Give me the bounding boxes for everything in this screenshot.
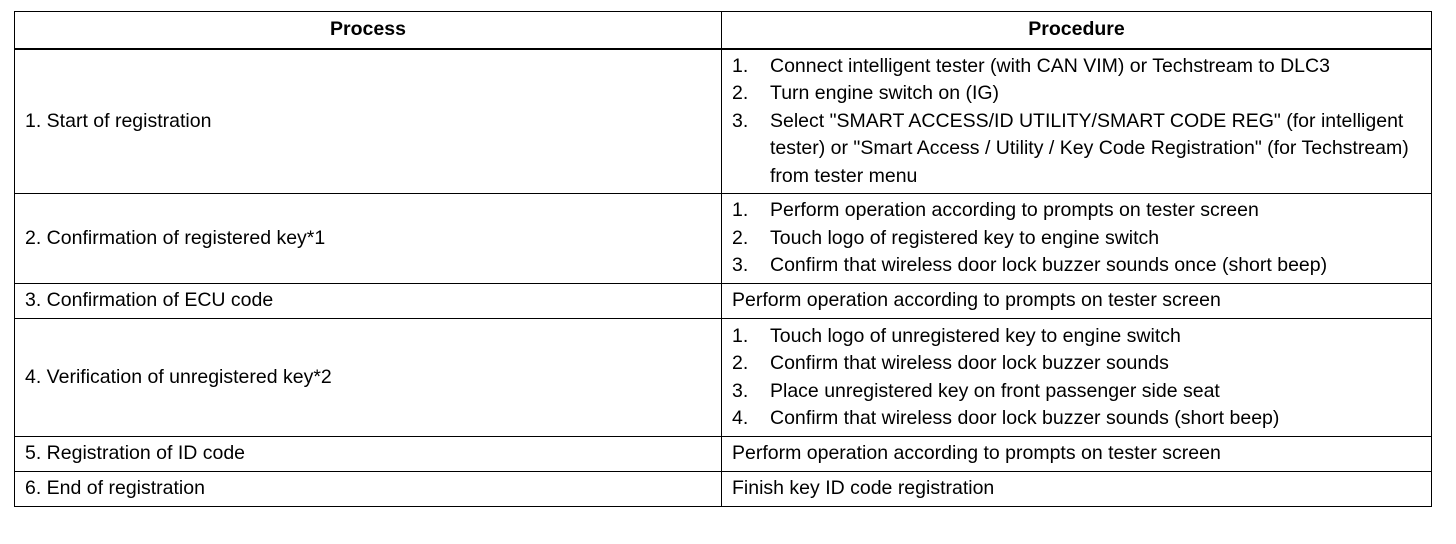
step-text: Confirm that wireless door lock buzzer sounds (short beep)	[770, 407, 1280, 429]
process-cell: 5. Registration of ID code	[15, 437, 722, 472]
step-item	[732, 197, 1421, 225]
step-text: Turn engine switch on (IG)	[770, 82, 1000, 105]
step-text: Perform operation according to prompts on tester screen	[770, 199, 1259, 222]
step-number: 2.	[732, 82, 749, 105]
column-header-process: Process	[15, 12, 722, 50]
step-number: 3.	[732, 254, 749, 277]
step-list	[732, 197, 1421, 280]
procedure-cell	[722, 194, 1432, 284]
step-text: Place unregistered key on front passenger side seat	[770, 379, 1220, 402]
step-number: 4.	[732, 407, 749, 429]
step-number: 1.	[732, 199, 749, 222]
step-number: 1.	[732, 324, 749, 347]
step-item	[732, 378, 1421, 406]
process-cell: 3. Confirmation of ECU code	[15, 284, 722, 319]
procedure-cell: Perform operation according to prompts on tester screen	[722, 284, 1432, 319]
step-item	[732, 53, 1421, 81]
table-row	[15, 319, 1432, 437]
step-text: Connect intelligent tester (with CAN VIM) or Techstream to DLC3	[770, 54, 1330, 77]
table-row	[15, 437, 1432, 472]
registration-procedure-table	[14, 11, 1432, 507]
step-number: 2.	[732, 352, 749, 374]
step-item	[732, 80, 1421, 108]
step-number: 3.	[732, 379, 749, 402]
process-cell: 4. Verification of unregistered key*2	[15, 319, 722, 437]
step-number: 1.	[732, 54, 749, 77]
procedure-cell: Perform operation according to prompts on tester screen	[722, 437, 1432, 472]
step-text: Touch logo of registered key to engine switch	[770, 226, 1160, 249]
step-list	[732, 323, 1421, 433]
process-cell: 2. Confirmation of registered key*1	[15, 194, 722, 284]
step-item	[732, 323, 1421, 351]
step-text: Touch logo of unregistered key to engine switch	[770, 324, 1181, 347]
table-header-row	[15, 12, 1432, 50]
step-item	[732, 350, 1421, 378]
process-cell: 1. Start of registration	[15, 49, 722, 194]
process-cell: 6. End of registration	[15, 472, 722, 507]
table-row	[15, 194, 1432, 284]
step-item	[732, 108, 1421, 191]
column-header-procedure: Procedure	[722, 12, 1432, 50]
step-item	[732, 405, 1421, 433]
procedure-cell: Finish key ID code registration	[722, 472, 1432, 507]
step-item	[732, 252, 1421, 280]
step-text: Confirm that wireless door lock buzzer sounds	[770, 352, 1169, 374]
table-row	[15, 284, 1432, 319]
step-text: Select "SMART ACCESS/ID UTILITY/SMART CODE REG" (for intelligent tester) or "Smart Access / Utility / Key Code Registration" (for Techstream) from tester menu	[770, 109, 1409, 187]
step-text: Confirm that wireless door lock buzzer sounds once (short beep)	[770, 254, 1328, 277]
step-number: 2.	[732, 226, 749, 249]
procedure-cell	[722, 319, 1432, 437]
procedure-cell	[722, 49, 1432, 194]
table-row	[15, 49, 1432, 194]
table-row	[15, 472, 1432, 507]
step-item	[732, 225, 1421, 253]
step-list	[732, 53, 1421, 191]
step-number: 3.	[732, 109, 749, 132]
